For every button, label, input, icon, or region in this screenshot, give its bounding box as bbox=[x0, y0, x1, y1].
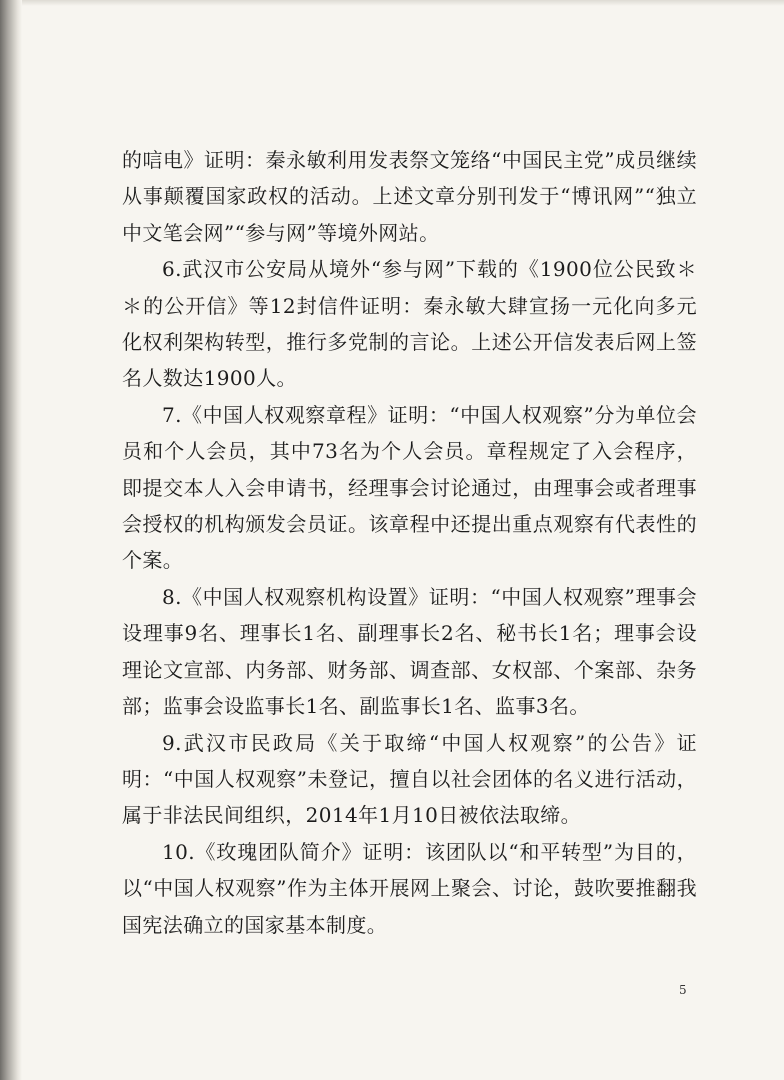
document-body bbox=[122, 142, 697, 943]
page-top-edge bbox=[22, 0, 784, 6]
paragraph-evidence-8: 8.《中国人权观察机构设置》证明：“中国人权观察”理事会设理事9名、理事长1名、副理事长2名、秘书长1名；理事会设理论文宣部、内务部、财务部、调查部、女权部、个案部、杂务部；监事会设监事长1名、副监事长1名、监事3名。 bbox=[122, 584, 697, 719]
page-number: 5 bbox=[679, 983, 687, 997]
paragraph-evidence-6: 6.武汉市公安局从境外“参与网”下载的《1900位公民致＊＊的公开信》等12封信件证明：秦永敏大肆宣扬一元化向多元化权利架构转型，推行多党制的言论。上述公开信发表后网上签名人数达1900人。 bbox=[122, 257, 697, 391]
page-edge-shadow bbox=[0, 0, 22, 1080]
paragraph-evidence-9: 9.武汉市民政局《关于取缔“中国人权观察”的公告》证明：“中国人权观察”未登记，擅自以社会团体的名义进行活动，属于非法民间组织，2014年1月10日被依法取缔。 bbox=[122, 730, 697, 828]
paragraph-continued: 的唁电》证明：秦永敏利用发表祭文笼络“中国民主党”成员继续从事颠覆国家政权的活动。上述文章分别刊发于“博讯网”“独立中文笔会网”“参与网”等境外网站。 bbox=[122, 148, 697, 245]
paragraph-evidence-10: 10.《玫瑰团队简介》证明：该团队以“和平转型”为目的，以“中国人权观察”作为主体开展网上聚会、讨论，鼓吹要推翻我国宪法确立的国家基本制度。 bbox=[122, 839, 697, 937]
paragraph-evidence-7: 7.《中国人权观察章程》证明：“中国人权观察”分为单位会员和个人会员，其中73名为个人会员。章程规定了入会程序，即提交本人入会申请书，经理事会讨论通过，由理事会或者理事会授权的机构颁发会员证。该章程中还提出重点观察有代表性的个案。 bbox=[122, 402, 697, 573]
